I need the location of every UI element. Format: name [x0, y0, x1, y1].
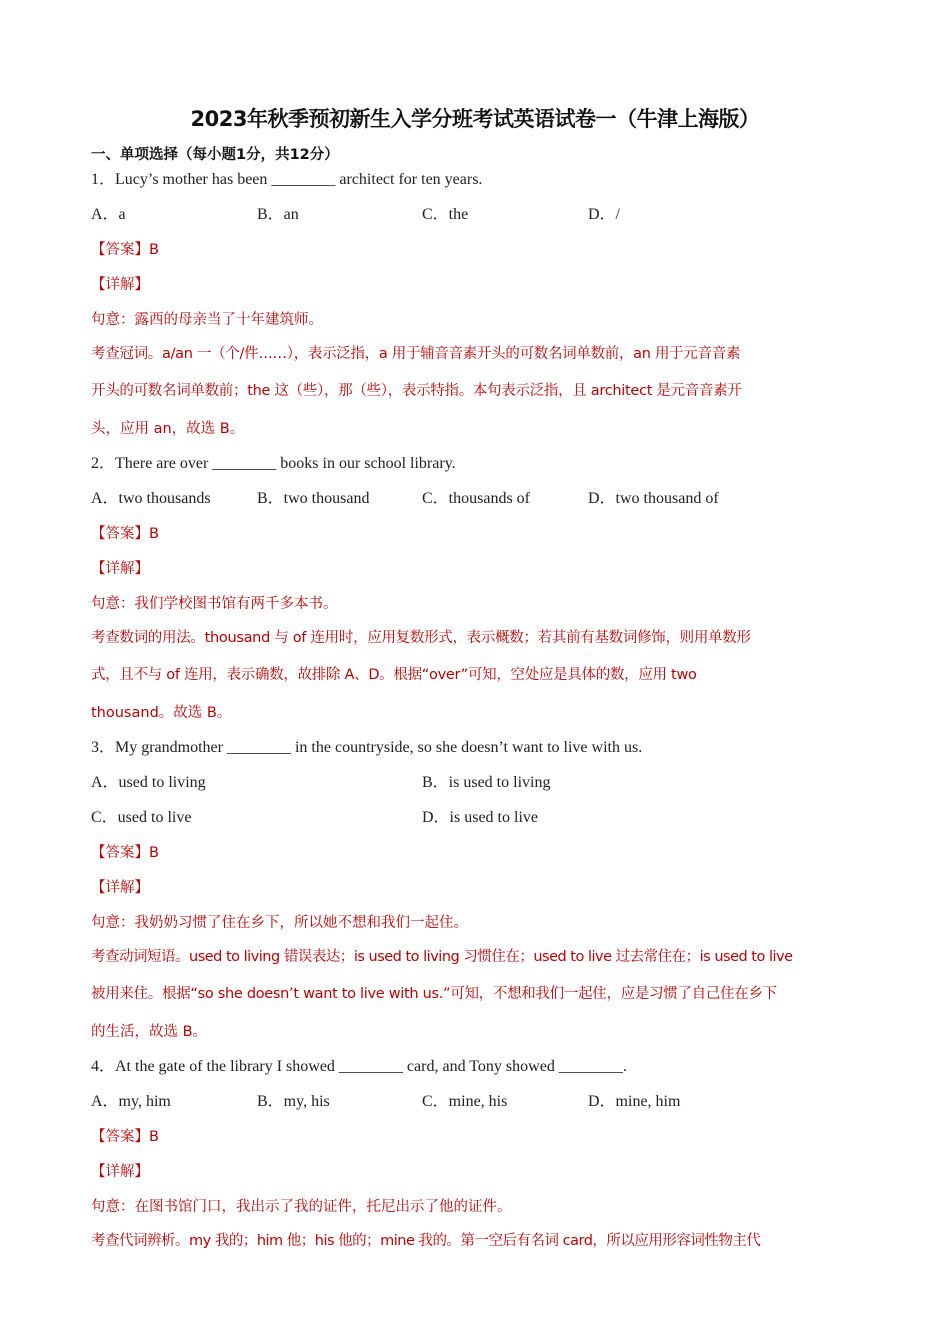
q1-answer: 【答案】B — [91, 242, 159, 258]
q4-option-d: D．mine, him — [588, 1093, 681, 1110]
q4-explanation-line: 考查代词辨析。my 我的；him 他；his 他的；mine 我的。第一空后有名词 card，所以应用形容词性物主代 — [91, 1233, 761, 1249]
q2-answer: 【答案】B — [91, 526, 159, 542]
q1-option-b: B．an — [257, 206, 299, 223]
q2-explanation-line: 考查数词的用法。thousand 与 of 连用时，应用复数形式，表示概数；若其前有基数词修饰，则用单数形 — [91, 630, 751, 646]
q2-meaning: 句意：我们学校图书馆有两千多本书。 — [91, 596, 338, 612]
question-2-stem: 2．There are over ________ books in our school library. — [91, 455, 456, 472]
q3-option-b: B．is used to living — [422, 774, 551, 791]
q3-explanation-line: 被用来住。根据“so she doesn’t want to live with us.”可知，不想和我们一起住，应是习惯了自己住在乡下 — [91, 986, 777, 1002]
q4-detail-label: 【详解】 — [91, 1164, 149, 1180]
q3-option-d: D．is used to live — [422, 809, 538, 826]
q4-option-b: B．my, his — [257, 1093, 330, 1110]
question-1-stem: 1．Lucy’s mother has been ________ architect for ten years. — [91, 171, 483, 188]
q2-detail-label: 【详解】 — [91, 561, 149, 577]
q3-option-c: C．used to live — [91, 809, 192, 826]
q2-option-c: C．thousands of — [422, 490, 531, 507]
q1-option-d: D．/ — [588, 206, 621, 223]
q4-answer: 【答案】B — [91, 1129, 159, 1145]
page-title: 2023年秋季预初新生入学分班考试英语试卷一（牛津上海版） — [190, 107, 760, 131]
q1-option-a: A．a — [91, 206, 126, 223]
q3-answer: 【答案】B — [91, 845, 159, 861]
q3-explanation-line: 的生活，故选 B。 — [91, 1024, 208, 1040]
section-heading: 一、单项选择（每小题1分，共12分） — [91, 147, 339, 163]
q1-detail-label: 【详解】 — [91, 277, 149, 293]
q2-explanation-line: thousand。故选 B。 — [91, 705, 232, 721]
q3-detail-label: 【详解】 — [91, 880, 149, 896]
q2-option-d: D．two thousand of — [588, 490, 719, 507]
q3-explanation-line: 考查动词短语。used to living 错误表达；is used to living 习惯住在；used to live 过去常住在；is used to live — [91, 949, 793, 965]
q1-explanation-line: 开头的可数名词单数前；the 这（些），那（些），表示特指。本句表示泛指，且 architect 是元音音素开 — [91, 383, 742, 399]
q2-option-a: A．two thousands — [91, 490, 211, 507]
q3-option-a: A．used to living — [91, 774, 206, 791]
q3-meaning: 句意：我奶奶习惯了住在乡下，所以她不想和我们一起住。 — [91, 915, 468, 931]
q4-option-a: A．my, him — [91, 1093, 171, 1110]
q4-meaning: 句意：在图书馆门口，我出示了我的证件，托尼出示了他的证件。 — [91, 1199, 512, 1215]
q2-explanation-line: 式，且不与 of 连用，表示确数，故排除 A、D。根据“over”可知，空处应是具体的数，应用 two — [91, 667, 697, 683]
q1-explanation-line: 考查冠词。a/an 一（个/件……），表示泛指，a 用于辅音音素开头的可数名词单数前，an 用于元音音素 — [91, 346, 741, 362]
q1-explanation-line: 头，应用 an，故选 B。 — [91, 421, 245, 437]
q1-meaning: 句意：露西的母亲当了十年建筑师。 — [91, 312, 323, 328]
question-4-stem: 4．At the gate of the library I showed ________ card, and Tony showed ________. — [91, 1058, 627, 1075]
q4-option-c: C．mine, his — [422, 1093, 508, 1110]
q1-option-c: C．the — [422, 206, 469, 223]
q2-option-b: B．two thousand — [257, 490, 370, 507]
question-3-stem: 3．My grandmother ________ in the countryside, so she doesn’t want to live with us. — [91, 739, 643, 756]
